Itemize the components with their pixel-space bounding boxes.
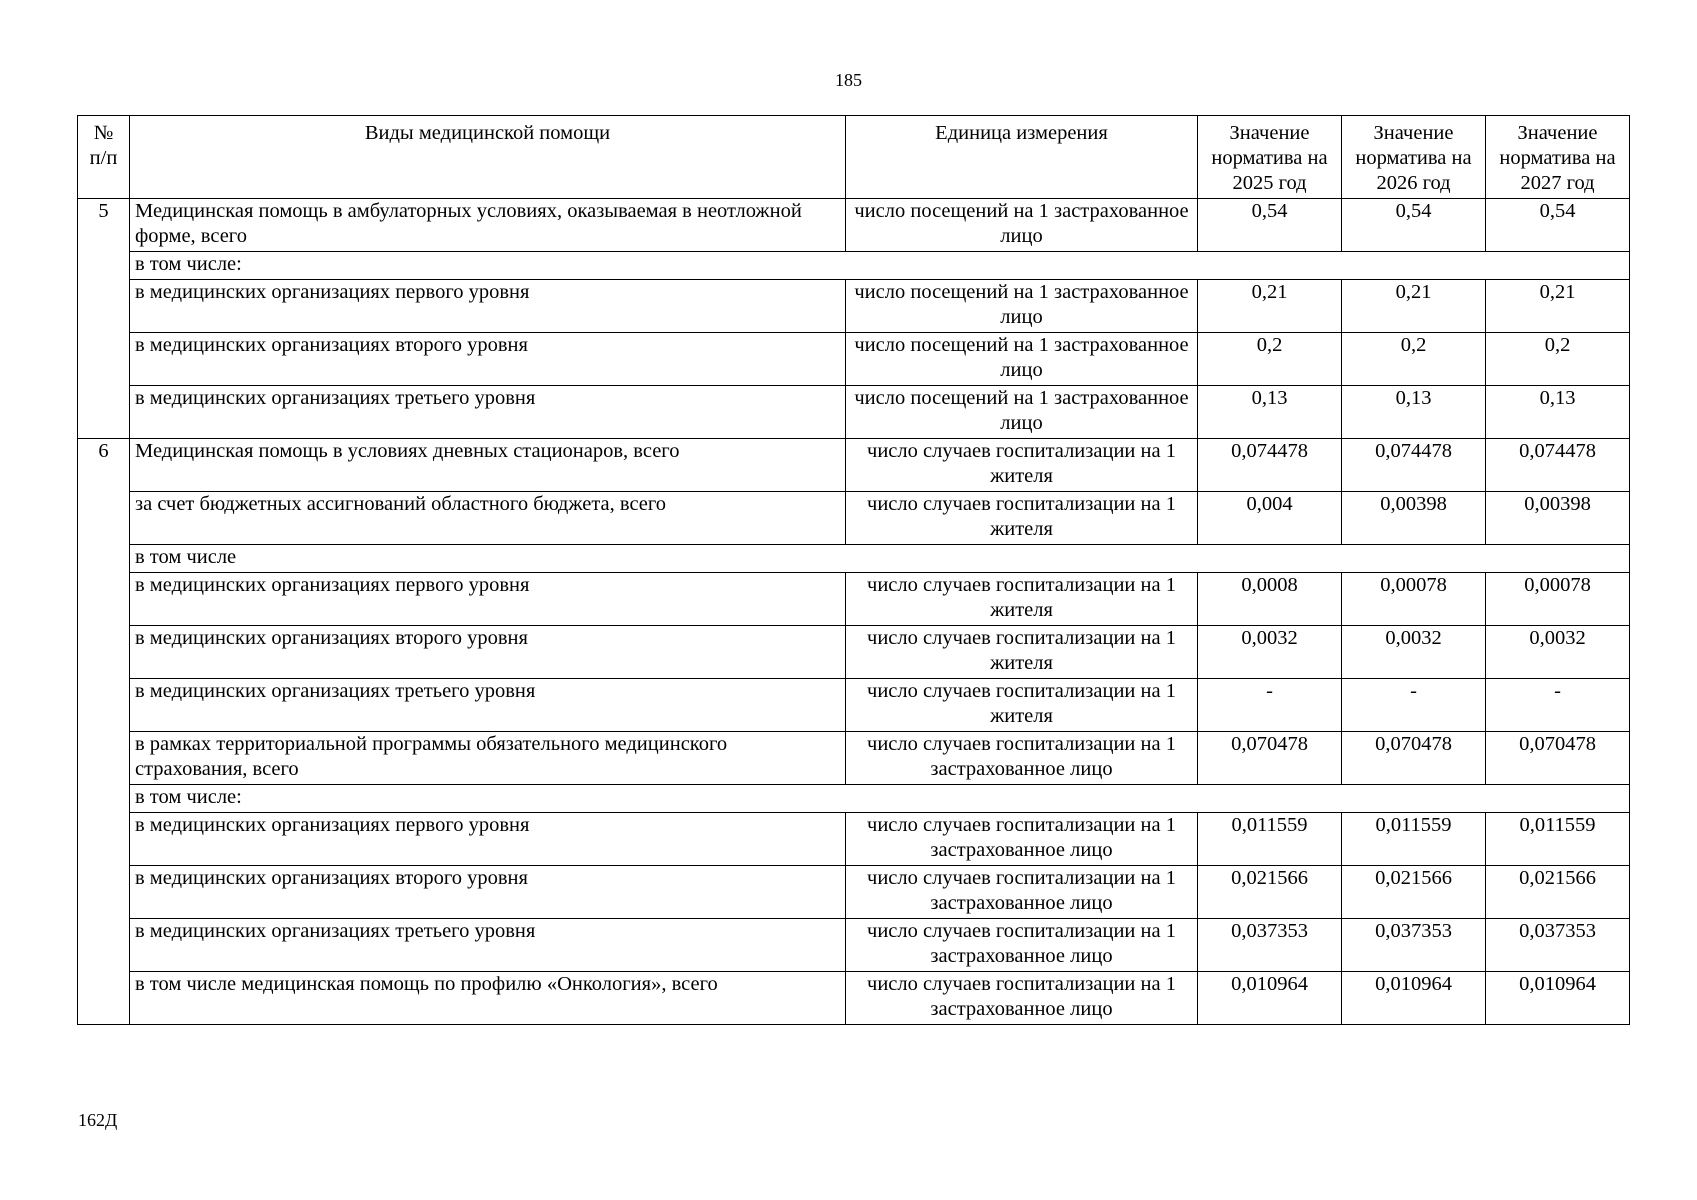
unit-cell: число случаев госпитализации на 1 жителя <box>846 439 1198 492</box>
unit-cell: число случаев госпитализации на 1 застрахованное лицо <box>846 813 1198 866</box>
unit-cell: число случаев госпитализации на 1 застрахованное лицо <box>846 866 1198 919</box>
value-2025-cell: 0,011559 <box>1198 813 1342 866</box>
value-2027-cell: 0,0032 <box>1486 626 1630 679</box>
value-2027-cell: 0,54 <box>1486 199 1630 252</box>
table-row <box>78 386 1630 439</box>
table-row <box>78 919 1630 972</box>
care-type-cell: в медицинских организациях первого уровня <box>130 280 846 333</box>
value-2027-cell: 0,010964 <box>1486 972 1630 1025</box>
care-type-cell: за счет бюджетных ассигнований областного бюджета, всего <box>130 492 846 545</box>
unit-cell: число посещений на 1 застрахованное лицо <box>846 199 1198 252</box>
header-value-2027: Значение норматива на 2027 год <box>1486 116 1630 199</box>
subheading-label: в том числе: <box>130 785 1630 813</box>
table-row <box>78 679 1630 732</box>
value-2025-cell: - <box>1198 679 1342 732</box>
document-code: 162Д <box>78 1110 118 1130</box>
subheading-label: в том числе <box>130 545 1630 573</box>
unit-cell: число случаев госпитализации на 1 жителя <box>846 492 1198 545</box>
care-type-cell: Медицинская помощь в условиях дневных стационаров, всего <box>130 439 846 492</box>
value-2026-cell: - <box>1342 679 1486 732</box>
value-2025-cell: 0,070478 <box>1198 732 1342 785</box>
unit-cell: число посещений на 1 застрахованное лицо <box>846 333 1198 386</box>
value-2025-cell: 0,0008 <box>1198 573 1342 626</box>
value-2026-cell: 0,13 <box>1342 386 1486 439</box>
value-2027-cell: 0,00398 <box>1486 492 1630 545</box>
row-number: 6 <box>78 439 130 1025</box>
unit-cell: число случаев госпитализации на 1 жителя <box>846 679 1198 732</box>
value-2025-cell: 0,54 <box>1198 199 1342 252</box>
care-type-cell: в медицинских организациях третьего уровня <box>130 386 846 439</box>
value-2027-cell: 0,21 <box>1486 280 1630 333</box>
table-row <box>78 492 1630 545</box>
care-type-cell: в медицинских организациях третьего уровня <box>130 919 846 972</box>
care-type-cell: в медицинских организациях второго уровня <box>130 333 846 386</box>
value-2026-cell: 0,2 <box>1342 333 1486 386</box>
value-2025-cell: 0,13 <box>1198 386 1342 439</box>
norms-table <box>77 115 1630 1025</box>
table-row <box>78 333 1630 386</box>
care-type-cell: в медицинских организациях второго уровня <box>130 626 846 679</box>
care-type-cell: в рамках территориальной программы обязательного медицинского страхования, всего <box>130 732 846 785</box>
table-row <box>78 866 1630 919</box>
value-2025-cell: 0,004 <box>1198 492 1342 545</box>
care-type-cell: в медицинских организациях третьего уровня <box>130 679 846 732</box>
unit-cell: число случаев госпитализации на 1 жителя <box>846 573 1198 626</box>
table-row <box>78 813 1630 866</box>
table-row <box>78 972 1630 1025</box>
value-2027-cell: 0,011559 <box>1486 813 1630 866</box>
unit-cell: число случаев госпитализации на 1 застрахованное лицо <box>846 732 1198 785</box>
table-row <box>78 732 1630 785</box>
value-2025-cell: 0,010964 <box>1198 972 1342 1025</box>
value-2026-cell: 0,011559 <box>1342 813 1486 866</box>
unit-cell: число случаев госпитализации на 1 жителя <box>846 626 1198 679</box>
value-2026-cell: 0,0032 <box>1342 626 1486 679</box>
value-2026-cell: 0,00398 <box>1342 492 1486 545</box>
value-2026-cell: 0,010964 <box>1342 972 1486 1025</box>
page-number: 185 <box>835 70 862 90</box>
header-value-2026: Значение норматива на 2026 год <box>1342 116 1486 199</box>
header-kind: Виды медицинской помощи <box>130 116 846 199</box>
value-2027-cell: - <box>1486 679 1630 732</box>
table-body <box>78 199 1630 1025</box>
header-row <box>78 116 1630 199</box>
value-2026-cell: 0,21 <box>1342 280 1486 333</box>
value-2025-cell: 0,021566 <box>1198 866 1342 919</box>
value-2027-cell: 0,070478 <box>1486 732 1630 785</box>
row-number: 5 <box>78 199 130 439</box>
value-2025-cell: 0,21 <box>1198 280 1342 333</box>
unit-cell: число случаев госпитализации на 1 застрахованное лицо <box>846 972 1198 1025</box>
value-2027-cell: 0,021566 <box>1486 866 1630 919</box>
value-2026-cell: 0,00078 <box>1342 573 1486 626</box>
value-2027-cell: 0,13 <box>1486 386 1630 439</box>
table-note-row <box>78 545 1630 573</box>
subheading-label: в том числе: <box>130 252 1630 280</box>
unit-cell: число случаев госпитализации на 1 застрахованное лицо <box>846 919 1198 972</box>
value-2026-cell: 0,037353 <box>1342 919 1486 972</box>
care-type-cell: в том числе медицинская помощь по профилю «Онкология», всего <box>130 972 846 1025</box>
table-row <box>78 280 1630 333</box>
header-num: № п/п <box>78 116 130 199</box>
table-note-row <box>78 252 1630 280</box>
value-2027-cell: 0,2 <box>1486 333 1630 386</box>
value-2025-cell: 0,0032 <box>1198 626 1342 679</box>
table-row <box>78 199 1630 252</box>
value-2025-cell: 0,2 <box>1198 333 1342 386</box>
value-2026-cell: 0,070478 <box>1342 732 1486 785</box>
value-2025-cell: 0,074478 <box>1198 439 1342 492</box>
care-type-cell: Медицинская помощь в амбулаторных условиях, оказываемая в неотложной форме, всего <box>130 199 846 252</box>
header-value-2025: Значение норматива на 2025 год <box>1198 116 1342 199</box>
value-2025-cell: 0,037353 <box>1198 919 1342 972</box>
header-unit: Единица измерения <box>846 116 1198 199</box>
value-2026-cell: 0,074478 <box>1342 439 1486 492</box>
table-row <box>78 626 1630 679</box>
value-2027-cell: 0,037353 <box>1486 919 1630 972</box>
table-row <box>78 573 1630 626</box>
value-2027-cell: 0,00078 <box>1486 573 1630 626</box>
care-type-cell: в медицинских организациях второго уровня <box>130 866 846 919</box>
table-row <box>78 439 1630 492</box>
table-note-row <box>78 785 1630 813</box>
value-2027-cell: 0,074478 <box>1486 439 1630 492</box>
care-type-cell: в медицинских организациях первого уровня <box>130 573 846 626</box>
value-2026-cell: 0,54 <box>1342 199 1486 252</box>
unit-cell: число посещений на 1 застрахованное лицо <box>846 280 1198 333</box>
unit-cell: число посещений на 1 застрахованное лицо <box>846 386 1198 439</box>
care-type-cell: в медицинских организациях первого уровня <box>130 813 846 866</box>
value-2026-cell: 0,021566 <box>1342 866 1486 919</box>
